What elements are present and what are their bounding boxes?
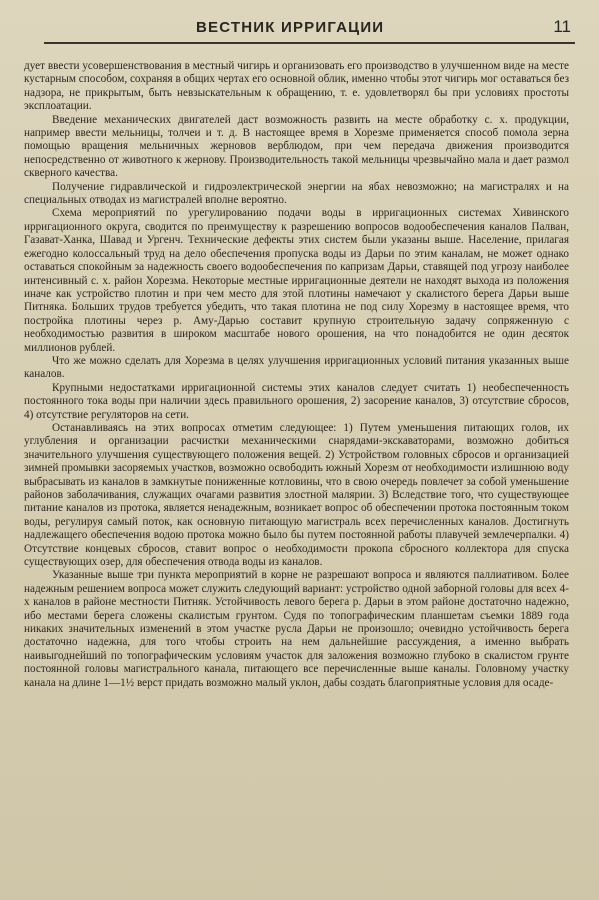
- paragraph: Указанные выше три пункта мероприятий в корне не разрешают вопроса и являются паллиативом. Более надежным решением вопроса может служить следующий вариант: устройство одной заборной головы для всех 4-х каналов в районе местности Питняк. Устойчивость левого берега р. Дарьи в этом районе достаточно надежно, ибо местами берега сложены скалистым грунтом. Судя по топографическим планшетам съемки 1889 года никаких значительных изменений в этом участке русла Дарьи не произошло; очевидно устойчивость берега достаточно надежна, для того чтобы строить на нем дальнейшие рассуждения, а именно выбрать наивыгоднейший по топографическим условиям участок для заложения возможно глубоко в скалистом грунте постоянной головы магистрального канала, питающего все перечисленные выше каналы. Головному участку канала на длине 1—1½ верст придать возможно малый уклон, дабы создать благоприятные условия для осаде-: [24, 569, 569, 689]
- paragraph: Схема мероприятий по урегулированию подачи воды в ирригационных системах Хивинского ирригационного округа, сводится по преимуществу к разрешению вопросов водообеспечения каналов Палван, Газават-Ханка, Шавад и Ургенч. Технические дефекты этих систем были указаны выше. Население, прилагая ежегодно колоссальный труд на дело обеспечения пропуска воды из Дарьи по этим каналам, не может однако оставаться спокойным за надежность своего водообеспечения по капризам Дарьи, ставящей под угрозу наиболее интенсивный с. х. район Хорезма. Некоторые местные ирригационные деятели не находят выхода из положения иначе как устройство плотин и при чем место для этой плотины намечают у скалистого берега Дарьи выше Питняка. Больших трудов требуется убедить, что такая плотина не под силу Хорезму в настоящее время, что постройка плотины через р. Аму-Дарью составит крупную строительную задачу сопряженную с необходимостью развития в широком масштабе нового орошения, на что понадобится не один десяток миллионов рублей.: [24, 207, 569, 354]
- paragraph: дует ввести усовершенствования в местный чигирь и организовать его производство в улучшенном виде на месте кустарным способом, сохраняя в общих чертах его основной облик, именно чтобы этот чигирь мог оставаться без надзора, не прикрытым, быть невзыскательным к обращению, т. е. удовлетворял бы при условиях простоты эксплоатации.: [24, 60, 569, 113]
- paragraph: Останавливаясь на этих вопросах отметим следующее: 1) Путем уменьшения питающих голов, их углубления и организации расчистки механическими снарядами-экскаваторами, возможно добиться значительного улучшения существующего положения вещей. 2) Устройством головных сбросов и организацией зимней промывки засоряемых участков, возможно освободить южный Хорезм от необходимости излишнюю воду выбрасывать из каналов в замкнутые пониженные котловины, что в свою очередь повлечет за собой уменьшение районов заболачивания, служащих очагами развития злостной малярии. 3) Вследствие того, что существующее питание каналов из протока, является ненадежным, возникает вопрос об обеспечении протока постоянным током воды, регулируя самый поток, как основную питающую магистраль всех перечисленных каналов. Достигнуть надлежащего обеспечения водою протока можно было бы путем постоянной работы плавучей землечерпалки. 4) Отсутствие концевых сбросов, ставит вопрос о необходимости прокопа сбросного коллектора для спуска существующих озер, для обеспечения отвода воды из каналов.: [24, 421, 569, 569]
- paragraph: Введение механических двигателей даст возможность развить на месте обработку с. х. продукции, например ввести мельницы, толчеи и т. д. В настоящее время в Хорезме применяется способ помола зерна помощью вращения мельничных жерновов верблюдом, при чем передача движения производится непосредственно от животного к жернову. Производительность такой мельницы чрезвычайно мала и дает размол скверного качества.: [24, 113, 569, 180]
- paragraph: Крупными недостатками ирригационной системы этих каналов следует считать 1) необеспеченность постоянного тока воды при наличии здесь правильного орошения, 2) засорение каналов, 3) отсутствие сбросов, 4) отсутствие регуляторов на сети.: [24, 381, 569, 421]
- paragraph: Получение гидравлической и гидроэлектрической энергии на ябах невозможно; на магистралях и на специальных отводах из магистралей вполне вероятно.: [24, 180, 569, 207]
- page-number: 11: [553, 17, 571, 36]
- journal-title: ВЕСТНИК ИРРИГАЦИИ: [196, 19, 385, 36]
- article-body: [24, 60, 569, 690]
- paragraph: Что же можно сделать для Хорезма в целях улучшения ирригационных условий питания указанных выше каналов.: [24, 354, 569, 381]
- page-header: [44, 10, 575, 44]
